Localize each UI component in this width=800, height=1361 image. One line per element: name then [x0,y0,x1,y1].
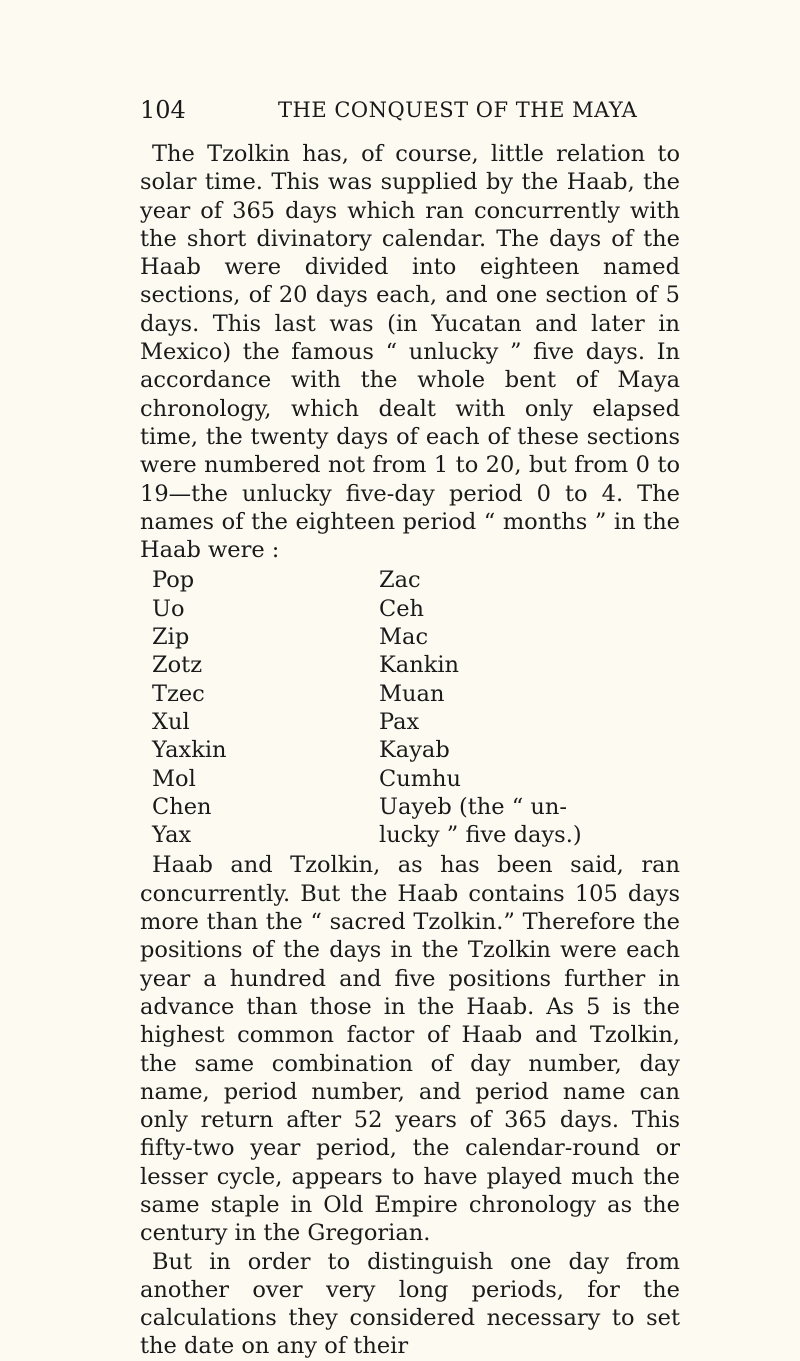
months-list [140,566,680,849]
paragraph: The Tzolkin has, of course, little relation to solar time. This was supplied by the Haab, the year of 365 days which ran concurrently with the short divinatory calendar. The days of the Haab were divided into eighteen named sections, of 20 days each, and one section of 5 days. This last was (in Yucatan and later in Mexico) the famous “ unlucky ” five days. In accordance with the whole bent of Maya chronology, which dealt with only elapsed time, the twenty days of each of these sections were numbered not from 1 to 20, but from 0 to 19—the unlucky five-day period 0 to 4. The names of the eighteen period “ months ” in the Haab were : [140,141,680,564]
month-name: Zotz [152,652,203,679]
month-name: Pop [152,567,195,594]
month-name: Zac [379,567,421,594]
running-head: THE CONQUEST OF THE MAYA [278,98,638,122]
month-name: Pax [379,708,420,735]
month-name: Yax [152,822,192,849]
month-name: Kayab [379,737,450,764]
month-name: lucky ” five days.) [379,822,582,849]
month-name: Uayeb (the “ un- [379,793,567,820]
month-name: Chen [152,793,212,820]
month-name: Mol [152,765,196,792]
page-header [140,92,680,128]
month-name: Tzec [152,680,205,707]
book-page [140,92,680,1361]
paragraph: But in order to distinguish one day from another over very long periods, for the calculations they considered necessary to set the date on any of their [140,1248,680,1360]
month-name: Muan [379,680,445,707]
month-name: Uo [152,595,185,622]
month-name: Ceh [379,595,425,622]
months-column-right [379,566,680,849]
paragraph: Haab and Tzolkin, as has been said, ran concurrently. But the Haab contains 105 days more than the “ sacred Tzolkin.” Therefore the positions of the days in the Tzolkin were each year a hundred and five positions further in advance than those in the Haab. As 5 is the highest common factor of Haab and Tzolkin, the same combination of day number, day name, period number, and period name can only return after 52 years of 365 days. This fifty-two year period, the calendar-round or lesser cycle, appears to have played much the same staple in Old Empire chronology as the century in the Gregorian. [140,852,680,1247]
month-name: Yaxkin [152,737,227,764]
month-name: Xul [152,708,190,735]
month-name: Mac [379,624,429,651]
month-name: Zip [152,624,190,651]
months-column-left [152,566,379,849]
month-name: Cumhu [379,765,462,792]
month-name: Kankin [379,652,460,679]
page-number: 104 [140,96,186,124]
body-text [140,140,680,1361]
